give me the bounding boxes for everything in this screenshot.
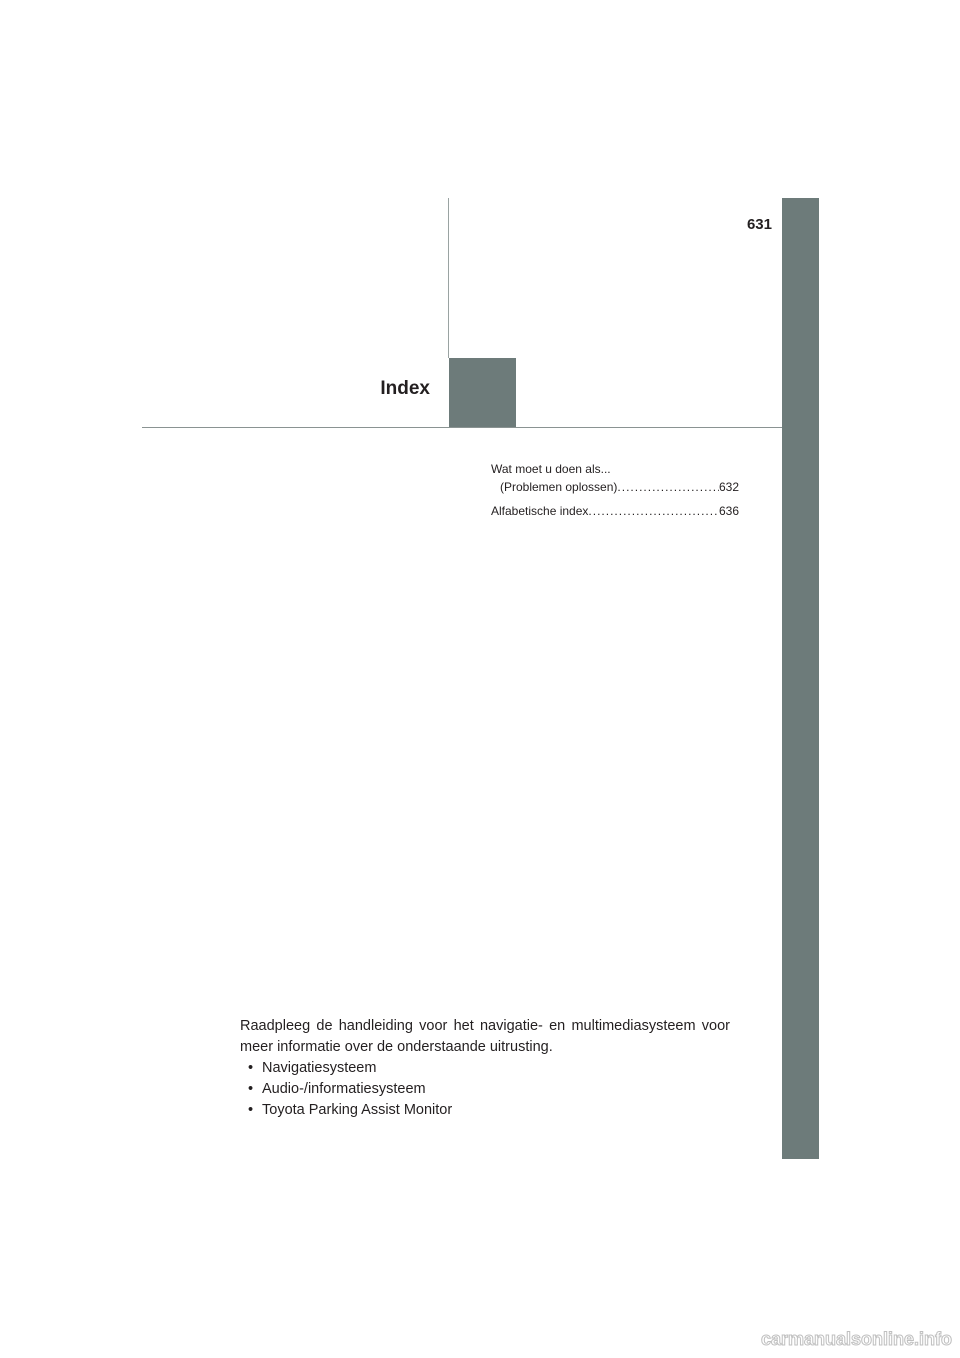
watermark-logo: [750, 1323, 960, 1355]
toc-entry-page: 632: [718, 480, 739, 494]
list-item: [248, 1058, 730, 1079]
toc-entry-page: 636: [718, 504, 739, 518]
toc-entry-line: [491, 502, 739, 520]
toc-entry-alphabetical-index[interactable]: [491, 502, 739, 520]
chapter-side-tab: [782, 198, 819, 1159]
toc-entry-line: [491, 478, 739, 496]
toc-entry-title: Wat moet u doen als...: [491, 462, 611, 476]
toc-entry-troubleshooting[interactable]: [491, 460, 739, 496]
note-text: Raadpleeg de handleiding voor het navigatie- en multimediasysteem voor meer informatie over de onderstaande uitrusting.: [240, 1018, 730, 1055]
list-item: [248, 1079, 730, 1100]
bullet-icon: •: [248, 1102, 254, 1118]
watermark-text: carmanualsonline.info: [760, 1329, 952, 1349]
toc-entry-line: [491, 460, 739, 478]
index-section-block: [449, 358, 516, 428]
toc-entry-subtitle: (Problemen oplossen): [500, 480, 618, 494]
multimedia-note: [240, 1016, 730, 1121]
toc-entry-title: Alfabetische index: [491, 504, 589, 518]
bullet-icon: •: [248, 1081, 254, 1097]
equipment-list: [240, 1058, 730, 1121]
list-item-label: Toyota Parking Assist Monitor: [262, 1102, 453, 1118]
vertical-rule: [448, 198, 449, 358]
list-item-label: Audio-/informatiesysteem: [262, 1081, 426, 1097]
horizontal-rule: [142, 427, 782, 428]
table-of-contents: [491, 460, 739, 526]
bullet-icon: •: [248, 1060, 254, 1076]
dot-leader: [617, 478, 719, 496]
list-item: [248, 1100, 730, 1121]
section-title: Index: [380, 378, 430, 399]
list-item-label: Navigatiesysteem: [262, 1060, 377, 1076]
page-number: 631: [746, 216, 772, 233]
dot-leader: [588, 502, 719, 520]
